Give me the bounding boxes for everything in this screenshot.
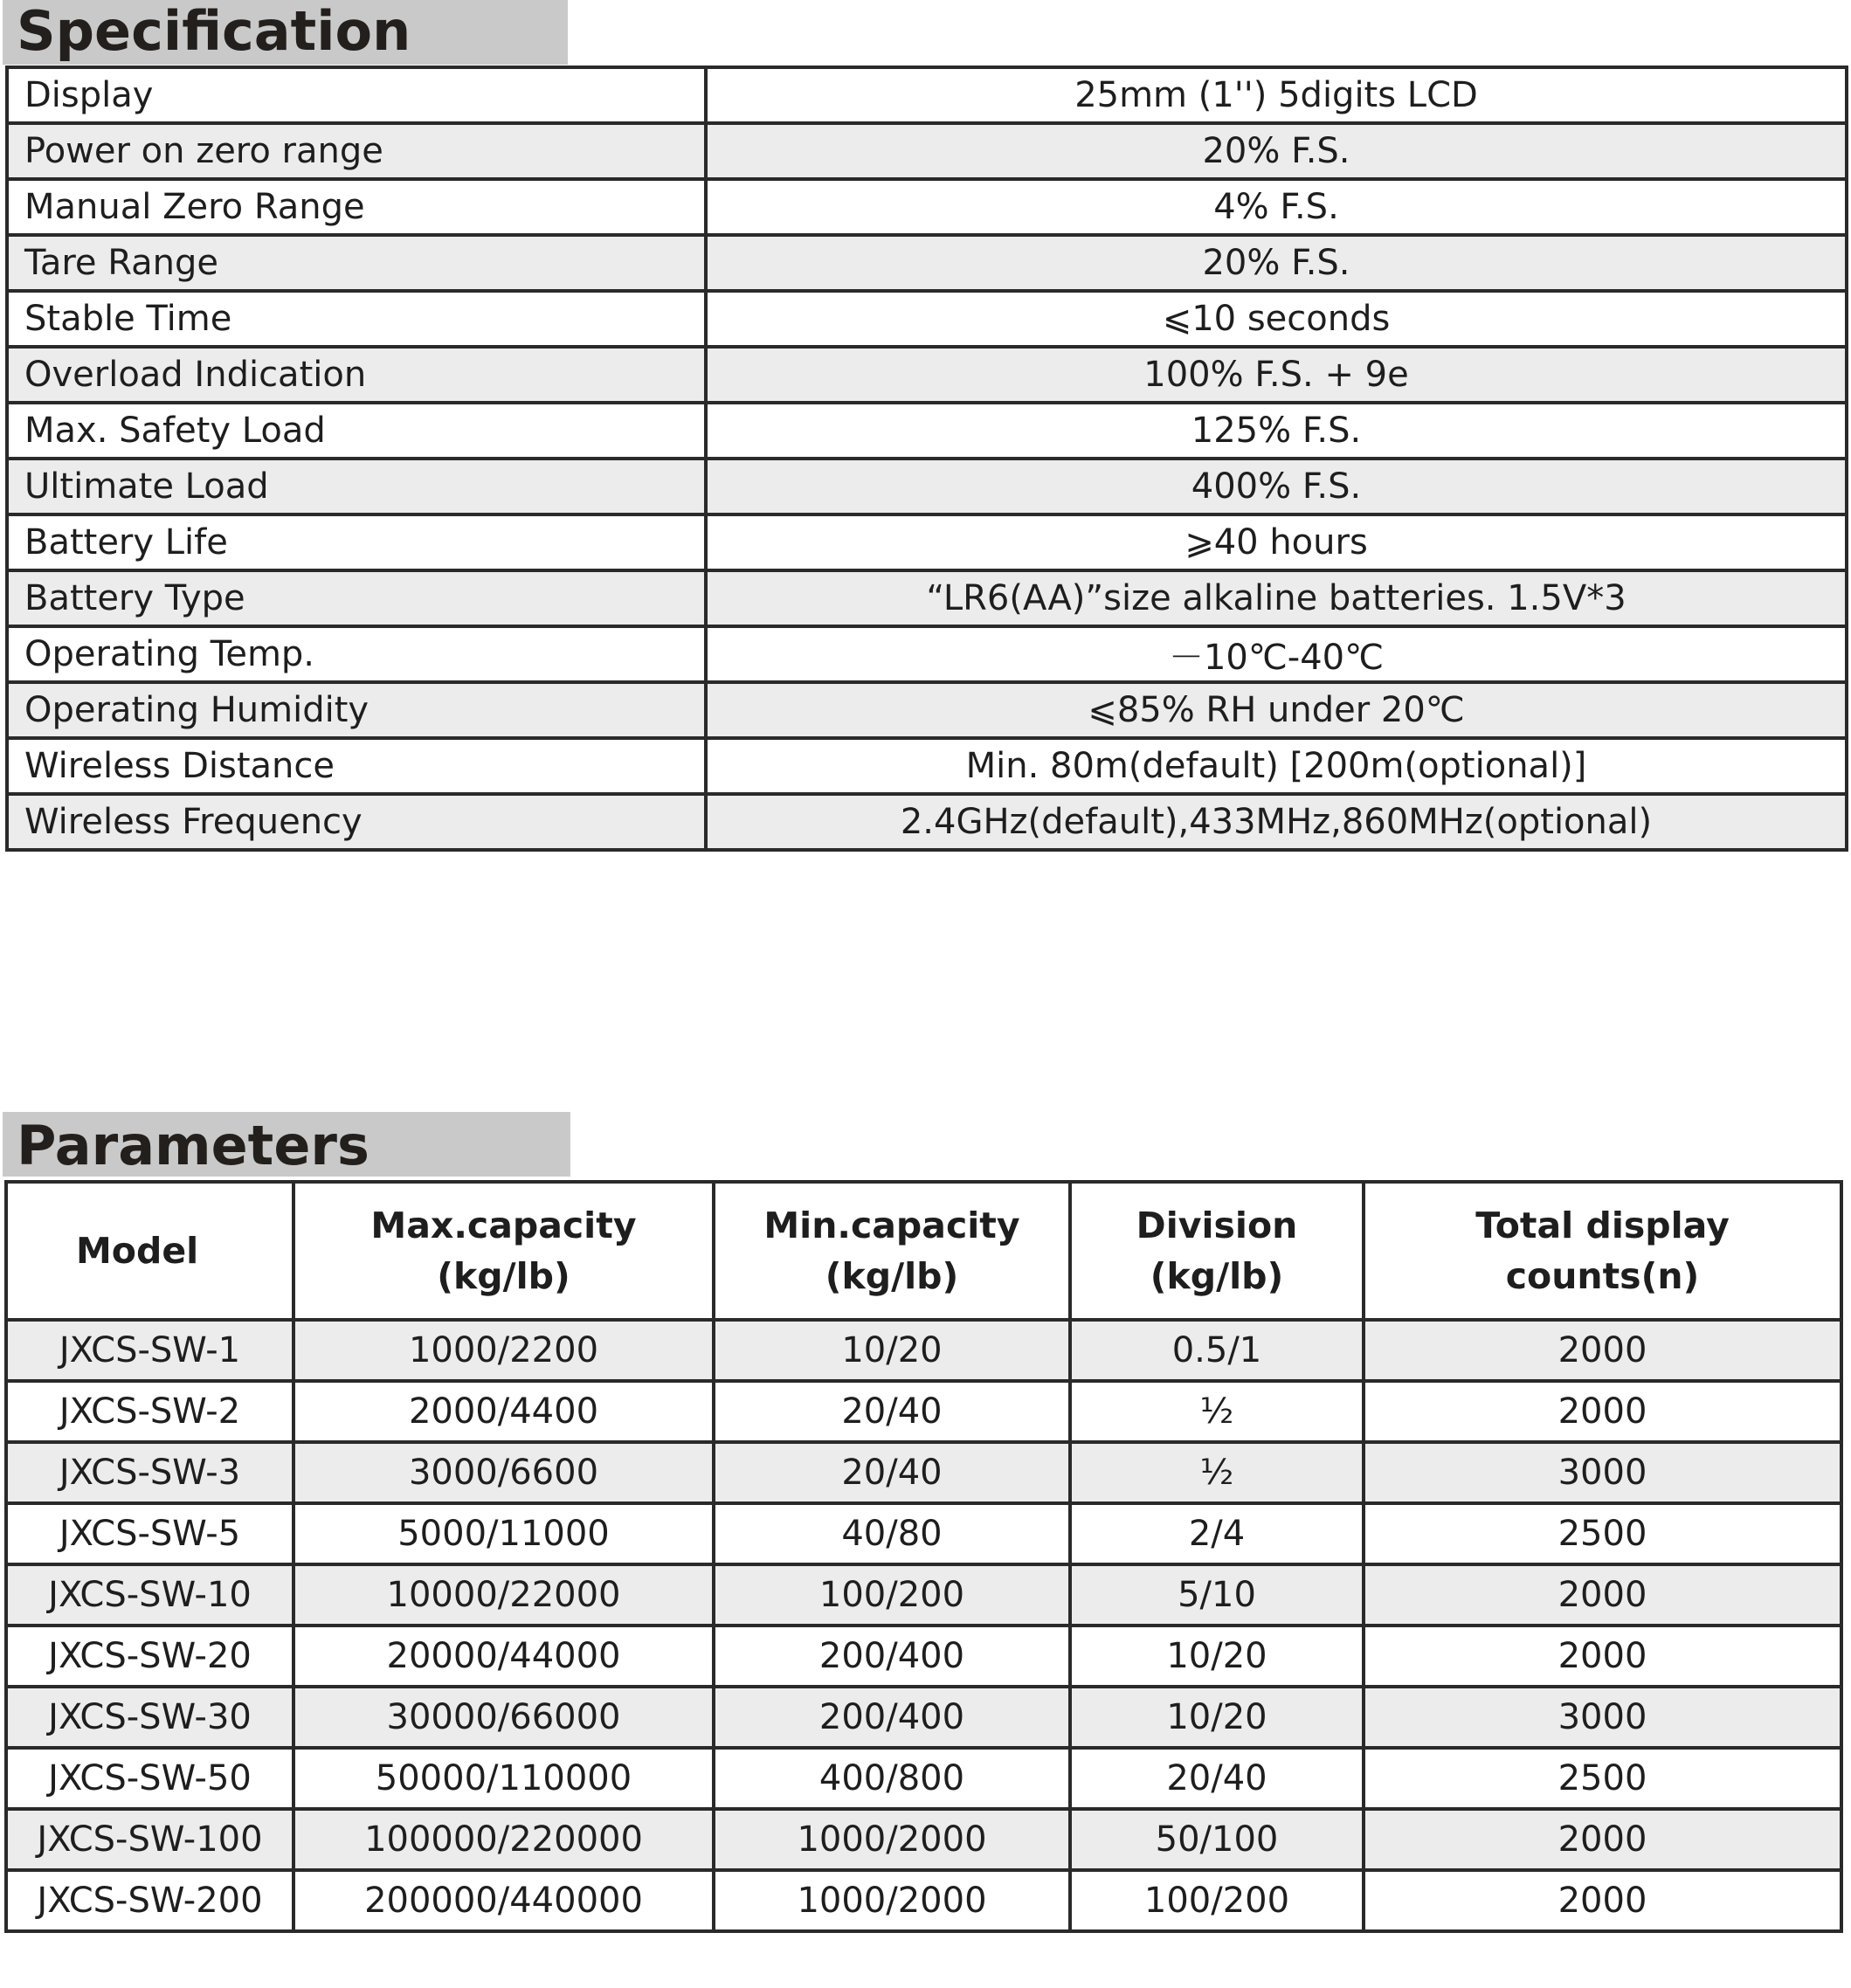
total-counts-cell: 2500 bbox=[1364, 1748, 1841, 1809]
header-division bbox=[1070, 1182, 1364, 1320]
spec-value: 2.4GHz(default),433MHz,860MHz(optional) bbox=[706, 794, 1847, 850]
spec-value: 4% F.S. bbox=[706, 179, 1847, 235]
model-cell: JXCS-SW-1 bbox=[6, 1320, 294, 1381]
model-cell: JXCS-SW-10 bbox=[6, 1564, 294, 1626]
min-capacity-cell: 400/800 bbox=[714, 1748, 1070, 1809]
spec-value: “LR6(AA)”size alkaline batteries. 1.5V*3 bbox=[706, 570, 1847, 626]
header-max-capacity-line1: Max.capacity bbox=[370, 1205, 637, 1246]
min-capacity-cell: 20/40 bbox=[714, 1381, 1070, 1442]
spec-row bbox=[7, 794, 1847, 850]
parameter-row bbox=[6, 1870, 1841, 1931]
spec-label: Stable Time bbox=[7, 291, 706, 347]
total-counts-cell: 2000 bbox=[1364, 1320, 1841, 1381]
total-counts-cell: 2000 bbox=[1364, 1809, 1841, 1870]
model-cell: JXCS-SW-20 bbox=[6, 1626, 294, 1687]
spec-row bbox=[7, 514, 1847, 570]
model-cell: JXCS-SW-2 bbox=[6, 1381, 294, 1442]
parameter-row bbox=[6, 1503, 1841, 1564]
division-cell: 5/10 bbox=[1070, 1564, 1364, 1626]
parameter-row bbox=[6, 1809, 1841, 1870]
spec-row bbox=[7, 626, 1847, 682]
division-cell: 10/20 bbox=[1070, 1626, 1364, 1687]
spec-row bbox=[7, 347, 1847, 403]
max-capacity-cell: 200000/440000 bbox=[294, 1870, 714, 1931]
spec-value: 20% F.S. bbox=[706, 235, 1847, 291]
division-cell: 0.5/1 bbox=[1070, 1320, 1364, 1381]
spec-label: Battery Life bbox=[7, 514, 706, 570]
parameter-row bbox=[6, 1687, 1841, 1748]
parameter-row bbox=[6, 1626, 1841, 1687]
model-cell: JXCS-SW-3 bbox=[6, 1442, 294, 1503]
min-capacity-cell: 40/80 bbox=[714, 1503, 1070, 1564]
spec-label: Overload Indication bbox=[7, 347, 706, 403]
spec-value: 20% F.S. bbox=[706, 123, 1847, 179]
header-total-counts-line2: counts(n) bbox=[1505, 1255, 1700, 1297]
spec-value: ⩽10 seconds bbox=[706, 291, 1847, 347]
spec-label: Wireless Distance bbox=[7, 738, 706, 794]
specification-table bbox=[5, 66, 1848, 852]
parameters-table-body bbox=[6, 1320, 1841, 1931]
spec-label: Tare Range bbox=[7, 235, 706, 291]
spec-label: Ultimate Load bbox=[7, 459, 706, 514]
spec-row bbox=[7, 682, 1847, 738]
spec-row bbox=[7, 291, 1847, 347]
spec-value: －10℃-40℃ bbox=[706, 626, 1847, 682]
spec-row bbox=[7, 403, 1847, 459]
total-counts-cell: 2000 bbox=[1364, 1381, 1841, 1442]
total-counts-cell: 3000 bbox=[1364, 1442, 1841, 1503]
max-capacity-cell: 100000/220000 bbox=[294, 1809, 714, 1870]
header-max-capacity-line2: (kg/lb) bbox=[437, 1255, 570, 1297]
spec-label: Manual Zero Range bbox=[7, 179, 706, 235]
model-cell: JXCS-SW-50 bbox=[6, 1748, 294, 1809]
max-capacity-cell: 10000/22000 bbox=[294, 1564, 714, 1626]
min-capacity-cell: 1000/2000 bbox=[714, 1809, 1070, 1870]
division-cell: 100/200 bbox=[1070, 1870, 1364, 1931]
parameters-header-row bbox=[6, 1182, 1841, 1320]
min-capacity-cell: 20/40 bbox=[714, 1442, 1070, 1503]
spec-value: 25mm (1'') 5digits LCD bbox=[706, 67, 1847, 123]
parameter-row bbox=[6, 1320, 1841, 1381]
division-cell: 20/40 bbox=[1070, 1748, 1364, 1809]
max-capacity-cell: 5000/11000 bbox=[294, 1503, 714, 1564]
spec-row bbox=[7, 123, 1847, 179]
specification-table-body bbox=[7, 67, 1847, 850]
header-min-capacity-line2: (kg/lb) bbox=[825, 1255, 959, 1297]
max-capacity-cell: 3000/6600 bbox=[294, 1442, 714, 1503]
spec-row bbox=[7, 459, 1847, 514]
spec-label: Wireless Frequency bbox=[7, 794, 706, 850]
total-counts-cell: 2000 bbox=[1364, 1564, 1841, 1626]
max-capacity-cell: 30000/66000 bbox=[294, 1687, 714, 1748]
total-counts-cell: 2000 bbox=[1364, 1626, 1841, 1687]
spec-value: 100% F.S. + 9e bbox=[706, 347, 1847, 403]
model-cell: JXCS-SW-5 bbox=[6, 1503, 294, 1564]
parameters-heading: Parameters bbox=[3, 1112, 570, 1177]
total-counts-cell: 3000 bbox=[1364, 1687, 1841, 1748]
header-division-line2: (kg/lb) bbox=[1150, 1255, 1284, 1297]
min-capacity-cell: 200/400 bbox=[714, 1626, 1070, 1687]
min-capacity-cell: 200/400 bbox=[714, 1687, 1070, 1748]
spec-row bbox=[7, 179, 1847, 235]
spec-row bbox=[7, 570, 1847, 626]
spec-value: 125% F.S. bbox=[706, 403, 1847, 459]
spec-label: Display bbox=[7, 67, 706, 123]
header-max-capacity bbox=[294, 1182, 714, 1320]
parameter-row bbox=[6, 1748, 1841, 1809]
spec-value: Min. 80m(default) [200m(optional)] bbox=[706, 738, 1847, 794]
max-capacity-cell: 1000/2200 bbox=[294, 1320, 714, 1381]
division-cell: 50/100 bbox=[1070, 1809, 1364, 1870]
division-cell: 2/4 bbox=[1070, 1503, 1364, 1564]
parameters-table bbox=[4, 1180, 1843, 1933]
total-counts-cell: 2000 bbox=[1364, 1870, 1841, 1931]
spec-value: ⩽85% RH under 20℃ bbox=[706, 682, 1847, 738]
spec-label: Max. Safety Load bbox=[7, 403, 706, 459]
min-capacity-cell: 100/200 bbox=[714, 1564, 1070, 1626]
total-counts-cell: 2500 bbox=[1364, 1503, 1841, 1564]
parameter-row bbox=[6, 1381, 1841, 1442]
header-min-capacity bbox=[714, 1182, 1070, 1320]
max-capacity-cell: 2000/4400 bbox=[294, 1381, 714, 1442]
division-cell: 10/20 bbox=[1070, 1687, 1364, 1748]
spec-value: 400% F.S. bbox=[706, 459, 1847, 514]
model-cell: JXCS-SW-100 bbox=[6, 1809, 294, 1870]
header-min-capacity-line1: Min.capacity bbox=[763, 1205, 1020, 1246]
min-capacity-cell: 1000/2000 bbox=[714, 1870, 1070, 1931]
division-cell: ½ bbox=[1070, 1381, 1364, 1442]
spec-value: ⩾40 hours bbox=[706, 514, 1847, 570]
spec-row bbox=[7, 67, 1847, 123]
max-capacity-cell: 20000/44000 bbox=[294, 1626, 714, 1687]
spec-label: Power on zero range bbox=[7, 123, 706, 179]
spec-row bbox=[7, 738, 1847, 794]
header-division-line1: Division bbox=[1136, 1205, 1298, 1246]
specification-heading: Specification bbox=[3, 0, 568, 65]
spec-row bbox=[7, 235, 1847, 291]
header-model: Model bbox=[6, 1182, 294, 1320]
header-total-counts-line1: Total display bbox=[1475, 1205, 1730, 1246]
max-capacity-cell: 50000/110000 bbox=[294, 1748, 714, 1809]
spec-label: Battery Type bbox=[7, 570, 706, 626]
model-cell: JXCS-SW-200 bbox=[6, 1870, 294, 1931]
model-cell: JXCS-SW-30 bbox=[6, 1687, 294, 1748]
parameter-row bbox=[6, 1564, 1841, 1626]
division-cell: ½ bbox=[1070, 1442, 1364, 1503]
header-total-counts bbox=[1364, 1182, 1841, 1320]
parameter-row bbox=[6, 1442, 1841, 1503]
min-capacity-cell: 10/20 bbox=[714, 1320, 1070, 1381]
spec-label: Operating Humidity bbox=[7, 682, 706, 738]
spec-label: Operating Temp. bbox=[7, 626, 706, 682]
